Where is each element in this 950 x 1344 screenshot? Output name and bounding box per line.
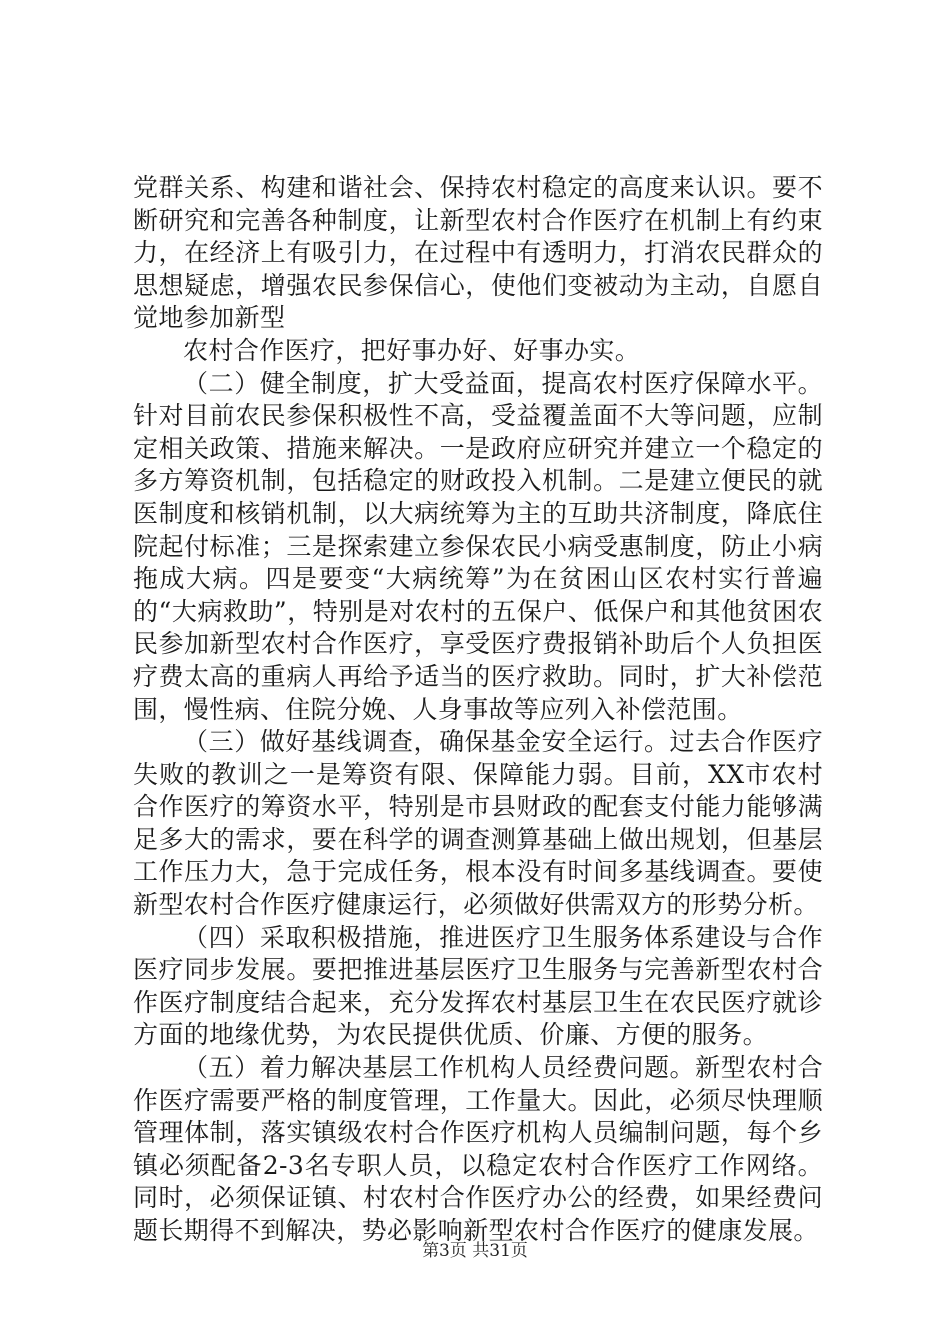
- paragraph-continuation-end: 农村合作医疗，把好事办好、好事办实。: [183, 335, 641, 365]
- paragraph-section-5: （五）着力解决基层工作机构人员经费问题。新型农村合作医疗需要严格的制度管理，工作量大。因此，必须尽快理顺管理体制，落实镇级农村合作医疗机构人员编制问题，每个乡镇必须配备2-3名专职人员，以稳定农村合作医疗工作网络。同时，必须保证镇、村农村合作医疗办公的经费，如果经费问题长期得不到解决，势必影响新型农村合作医疗的健康发展。: [133, 1053, 823, 1245]
- page-footer: 第3页 共31页: [422, 1241, 528, 1261]
- paragraph-section-2: （二）健全制度，扩大受益面，提高农村医疗保障水平。针对目前农民参保积极性不高，受益覆盖面不大等问题，应制定相关政策、措施来解决。一是政府应研究并建立一个稳定的多方筹资机制，包括稳定的财政投入机制。二是建立便民的就医制度和核销机制，以大病统筹为主的互助共济制度，降底住院起付标准；三是探索建立参保农民小病受惠制度，防止小病拖成大病。四是要变“大病统筹”为在贫困山区农村实行普遍的“大病救助”，特别是对农村的五保户、低保户和其他贫困农民参加新型农村合作医疗，享受医疗费报销补助后个人负担医疗费太高的重病人再给予适当的医疗救助。同时，扩大补偿范围，慢性病、住院分娩、人身事故等应列入补偿范围。: [133, 368, 823, 724]
- paragraph-section-4: （四）采取积极措施，推进医疗卫生服务体系建设与合作医疗同步发展。要把推进基层医疗卫生服务与完善新型农村合作医疗制度结合起来，充分发挥农村基层卫生在农民医疗就诊方面的地缘优势，为农民提供优质、价廉、方便的服务。: [133, 922, 823, 1050]
- paragraph-continuation: 党群关系、构建和谐社会、保持农村稳定的高度来认识。要不断研究和完善各种制度，让新型农村合作医疗在机制上有约束力，在经济上有吸引力，在过程中有透明力，打消农民群众的思想疑虑，增强农民参保信心，使他们变被动为主动，自愿自觉地参加新型: [133, 173, 823, 333]
- document-body: [133, 172, 823, 1248]
- paragraph-section-3: （三）做好基线调查，确保基金安全运行。过去合作医疗失败的教训之一是筹资有限、保障能力弱。目前，XX市农村合作医疗的筹资水平，特别是市县财政的配套支付能力能够满足多大的需求，要在科学的调查测算基础上做出规划，但基层工作压力大，急于完成任务，根本没有时间多基线调查。要使新型农村合作医疗健康运行，必须做好供需双方的形势分析。: [133, 727, 823, 920]
